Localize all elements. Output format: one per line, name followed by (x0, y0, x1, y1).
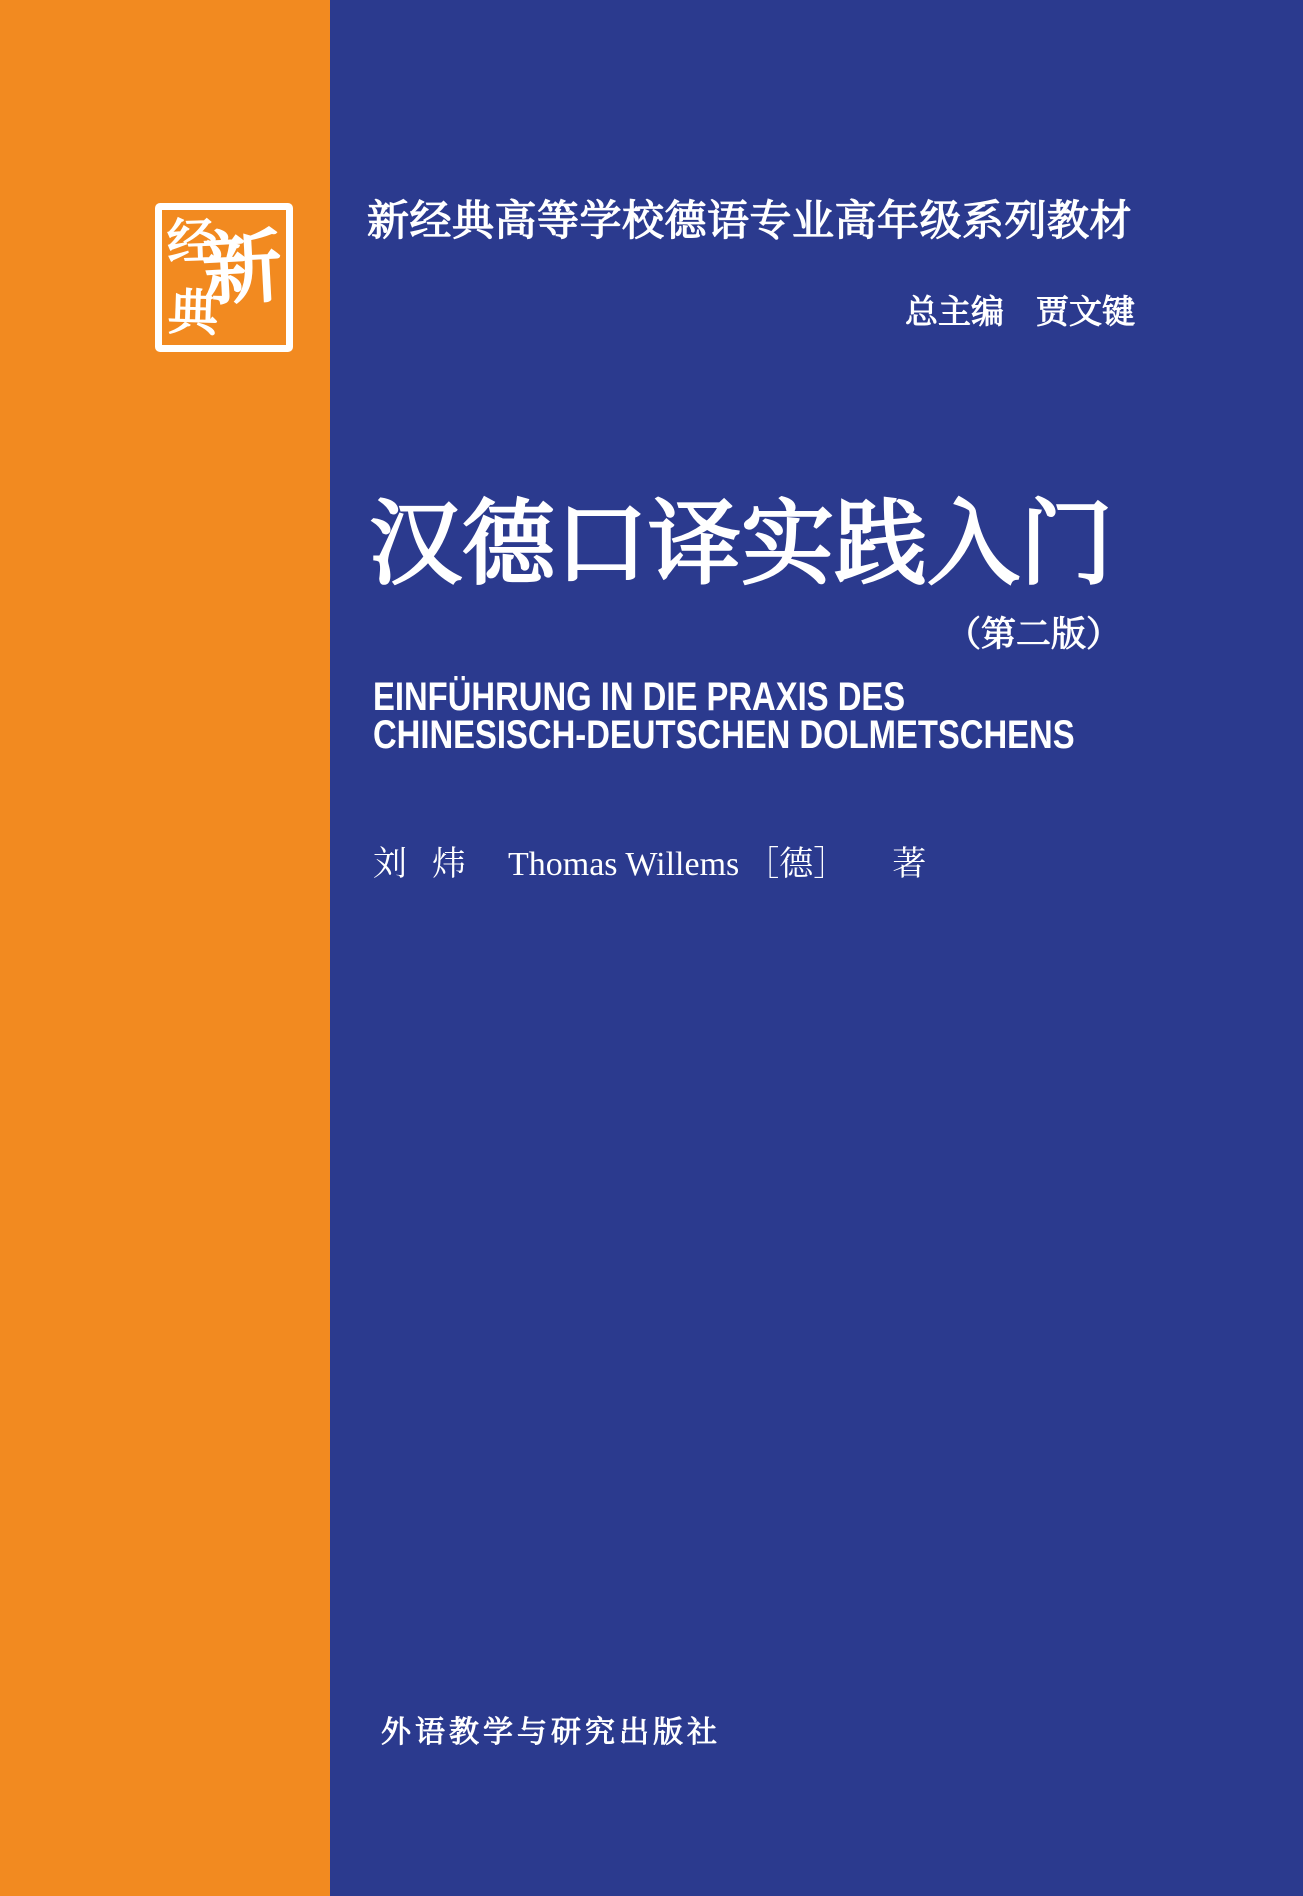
book-title-german-line1: EINFÜHRUNG IN DIE PRAXIS DES (373, 675, 906, 719)
edition-label: （第二版） (946, 615, 1122, 654)
authors-line (373, 845, 926, 885)
author-liu-wei-surname: 刘 (373, 846, 407, 883)
chief-editor-line (905, 293, 1135, 333)
seal-char-jing: 经 (166, 213, 218, 271)
seal-char-dian: 典 (167, 284, 219, 342)
publisher-name: 外语教学与研究出版社 (381, 1716, 721, 1749)
seal-char-xin: 新 (199, 223, 285, 317)
author-nationality-tag: ［德］ (745, 846, 848, 883)
chief-editor-role: 总主编 (905, 295, 1004, 331)
book-title-german (373, 675, 1075, 757)
chief-editor-name: 贾文键 (1036, 295, 1135, 331)
author-role-zhu: 著 (892, 846, 927, 883)
author-liu-wei-givenname: 炜 (432, 846, 466, 883)
series-title: 新经典高等学校德语专业高年级系列教材 (367, 199, 1133, 245)
book-title-chinese: 汉德口译实践入门 (369, 492, 1113, 596)
book-title-german-line2: CHINESISCH-DEUTSCHEN DOLMETSCHENS (373, 713, 1075, 757)
author-thomas-willems: Thomas Willems (508, 846, 740, 883)
new-classic-seal-logo (155, 203, 293, 352)
